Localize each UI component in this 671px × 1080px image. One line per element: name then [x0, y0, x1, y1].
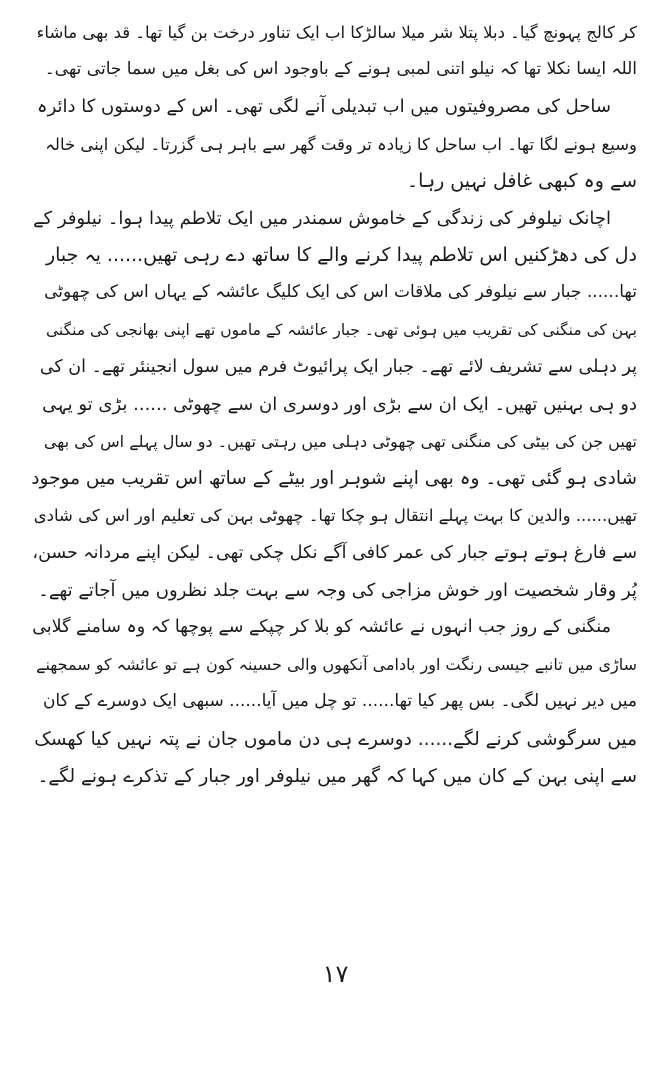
- text-line: بہن کی منگنی کی تقریب میں ہوئی تھی۔ جبار عائشہ کے ماموں تھے اپنی بھانجی کی منگنی: [45, 320, 637, 339]
- text-line: دل کی دھڑکنیں اس تلاطم پیدا کرنے والے کا ساتھ دے رہی تھیں...... یہ جبار: [45, 244, 637, 267]
- text-line: اللہ ایسا نکلا تھا کہ نیلو اتنی لمبی ہونے کے باوجود اس کی بغل میں سما جاتی تھی۔: [44, 59, 637, 80]
- paragraph: [30, 88, 637, 200]
- text-line: شادی ہو گئی تھی۔ وہ بھی اپنے شوہر اور بیٹے کے ساتھ اس تقریب میں موجود: [31, 468, 637, 490]
- text-line: اچانک نیلوفر کی زندگی کے خاموش سمندر میں ایک تلاطم پیدا ہوا۔ نیلوفر کے: [33, 207, 611, 229]
- text-line: کر کالج پہونچ گیا۔ دبلا پتلا شر میلا سالڑکا اب ایک تناور درخت بن گیا تھا۔ قد بھی ماشاء: [36, 23, 637, 42]
- text-line: سے فارغ ہوتے ہوتے جبار کی عمر کافی آگے نکل چکی تھی۔ لیکن اپنے مردانہ حسن،: [32, 542, 637, 563]
- text-line: دو ہی بہنیں تھیں۔ ایک ان سے بڑی اور دوسری ان سے چھوٹی ...... بڑی تو یہی: [42, 393, 637, 415]
- text-line: وسیع ہونے لگا تھا۔ اب ساحل کا زیادہ تر وقت گھر سے باہر ہی گزرتا۔ لیکن اپنی خالہ: [45, 134, 637, 154]
- text-line: ساحل کی مصروفیتوں میں اب تبدیلی آنے لگی تھی۔ اس کے دوستوں کا دائرہ: [37, 96, 611, 118]
- paragraph: [30, 609, 637, 795]
- body-text: [30, 14, 637, 795]
- text-line: پر دہلی سے تشریف لائے تھے۔ جبار ایک پرائیوٹ فرم میں سول انجینئر تھے۔ ان کی: [39, 356, 637, 377]
- text-line: تھیں...... والدین کا بہت پہلے انتقال ہو چکا تھا۔ چھوٹی بہن کی تعلیم اور اس کی شادی: [33, 506, 637, 526]
- paragraph: [30, 14, 637, 88]
- text-line: تھا...... جبار سے نیلوفر کی ملاقات اس کی ایک کلیگ عائشہ کے یہاں اس کی چھوٹی: [44, 282, 637, 303]
- page-number: ۱۷: [322, 960, 349, 988]
- text-line: ساڑی میں تانبے جیسی رنگت اور بادامی آنکھوں والی حسینہ کون ہے تو عائشہ کو سمجھنے: [36, 655, 637, 675]
- paragraph: [30, 200, 637, 609]
- text-line: تھیں جن کی بیٹی کی منگنی تھی چھوٹی دہلی میں رہتی تھیں۔ دو سال پہلے اس کی بھی: [43, 432, 637, 452]
- text-line: سے وہ کبھی غافل نہیں رہا۔: [407, 169, 637, 192]
- text-line: میں سرگوشی کرنے لگے...... دوسرے ہی دن ماموں جان نے پتہ نہیں کیا کھسک: [34, 728, 637, 750]
- text-line: پُر وقار شخصیت اور خوش مزاجی کی وجہ سے بہت جلد نظروں میں آجاتے تھے۔: [38, 579, 637, 601]
- text-line: سے اپنی بہن کے کان میں کہا کہ گھر میں نیلوفر اور جبار کے تذکرے ہونے لگے۔: [37, 765, 637, 787]
- text-line: منگنی کے روز جب انہوں نے عائشہ کو بلا کر چپکے سے پوچھا کہ وہ سامنے گلابی: [32, 617, 611, 637]
- text-line: میں دیر نہیں لگی۔ بس پھر کیا تھا...... تو چل میں آیا...... سبھی ایک دوسرے کے کان: [42, 691, 637, 712]
